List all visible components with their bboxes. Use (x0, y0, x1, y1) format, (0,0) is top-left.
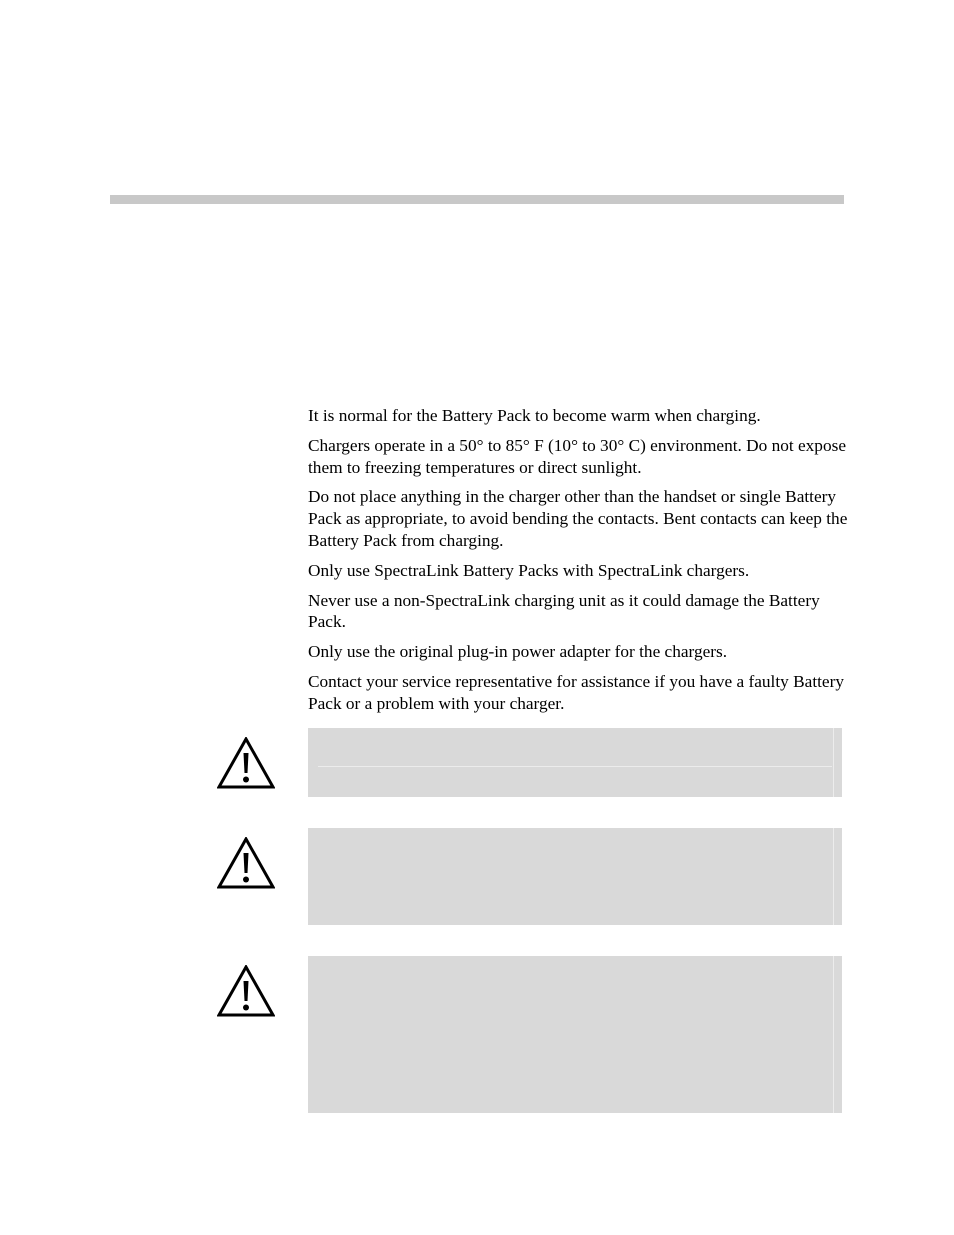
warning-box-1 (308, 728, 842, 797)
paragraph-non-spectralink: Never use a non-SpectraLink charging unit as it could damage the Battery Pack. (308, 590, 820, 632)
warning-triangle-icon (217, 965, 275, 1017)
paragraph-temperature: Chargers operate in a 50° to 85° F (10° to 30° C) environment. Do not expose them to freezing temperatures or direct sunlight. (308, 435, 846, 477)
warning-triangle-icon (217, 837, 275, 889)
warning-box-edge (833, 728, 834, 797)
paragraph-contacts: Do not place anything in the charger other than the handset or single Battery Pack as appropriate, to avoid bending the contacts. Bent contacts can keep the Battery Pack from charging. (308, 487, 848, 550)
paragraph-service: Contact your service representative for assistance if you have a faulty Battery Pack or a problem with your charger. (308, 671, 844, 713)
paragraph-warm: It is normal for the Battery Pack to become warm when charging. (308, 406, 761, 425)
warning-box-edge (833, 828, 834, 925)
header-rule (110, 195, 844, 204)
warning-box-3 (308, 956, 842, 1113)
charger-guidelines (308, 405, 848, 723)
paragraph-battery-packs: Only use SpectraLink Battery Packs with SpectraLink chargers. (308, 560, 750, 580)
paragraph-power-adapter: Only use the original plug-in power adapter for the chargers. (308, 642, 728, 662)
warning-box-divider (318, 766, 832, 767)
warning-box-2 (308, 828, 842, 925)
warning-box-edge (833, 956, 834, 1113)
warning-triangle-icon (217, 737, 275, 789)
